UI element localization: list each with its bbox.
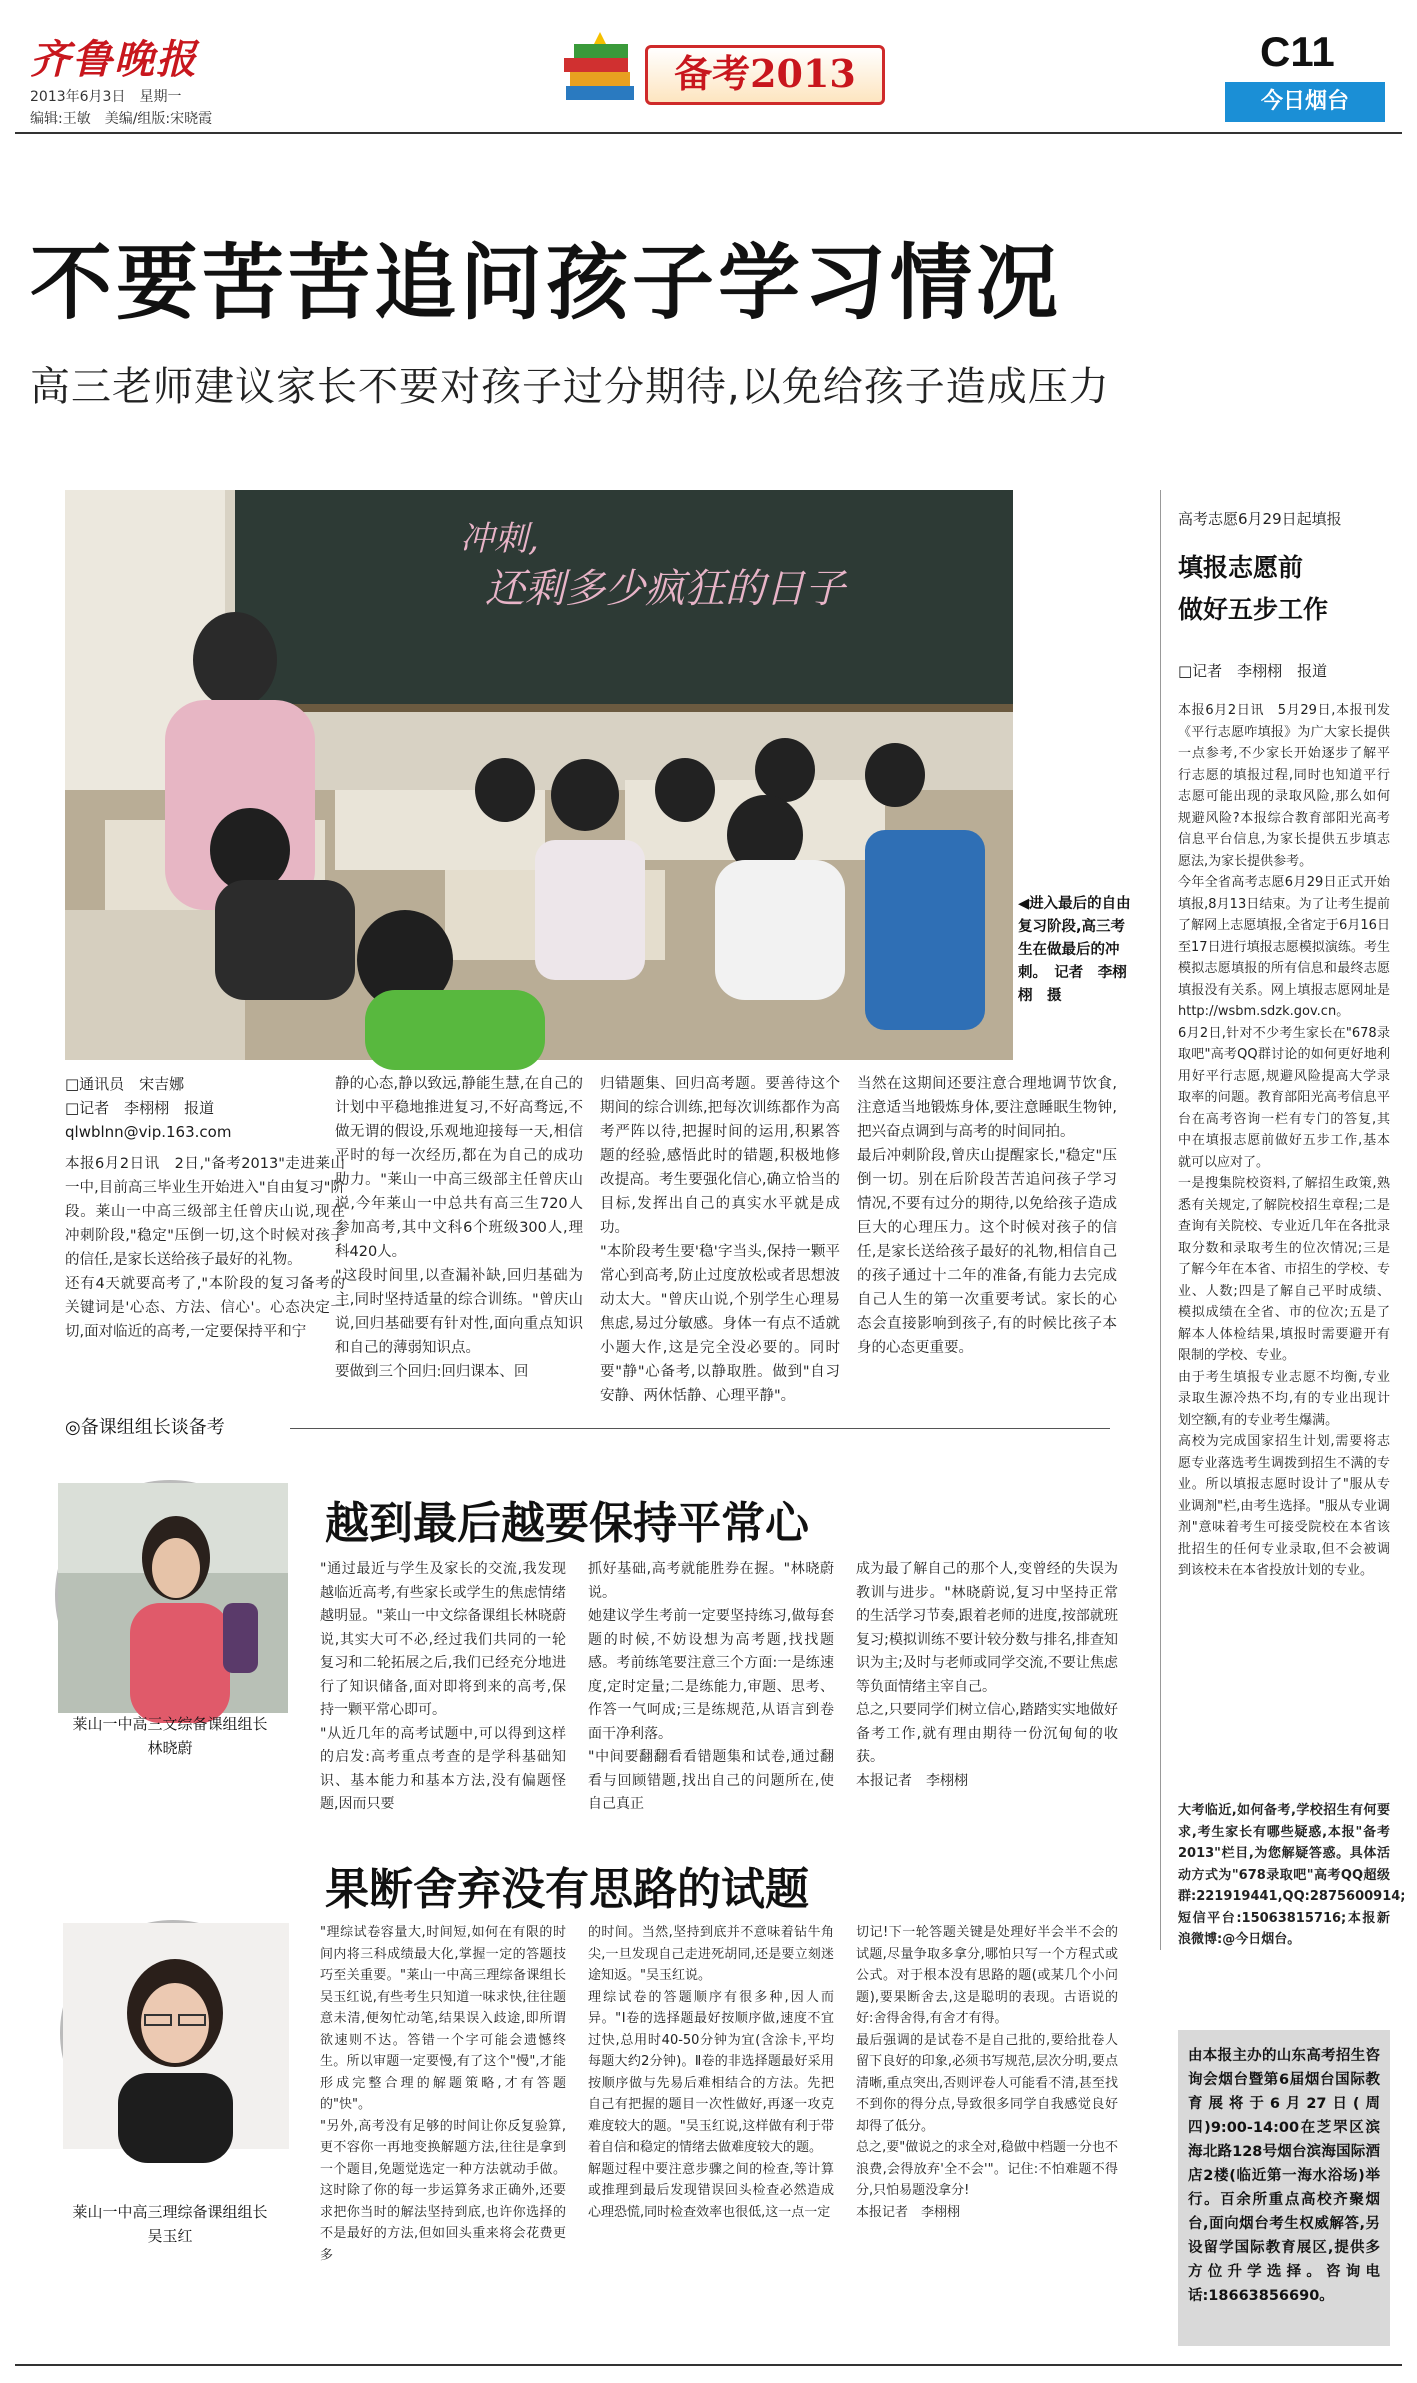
portrait-wu-image: [63, 1923, 289, 2149]
portrait-wu-title: 莱山一中高三理综备课组组长: [72, 2203, 268, 2221]
portrait-lin: [55, 1480, 285, 1710]
photo-caption: ◀进入最后的自由复习阶段,高三考生在做最后的冲刺。 记者 李栩栩 摄: [1018, 896, 1131, 1004]
story1-title: 越到最后越要保持平常心: [325, 1498, 809, 1549]
section-label: ◎备课组组长谈备考: [65, 1417, 225, 1438]
classroom-illustration: [65, 490, 1013, 1060]
section-divider: [290, 1428, 1110, 1429]
portrait-wu: [60, 1920, 286, 2146]
portrait-wu-caption: [45, 2200, 295, 2248]
story1-col3: 成为最了解自己的那个人,变曾经的失误为教训与进步。"林晓蔚说,复习中坚持正常的生活学习节奏,跟着老师的进度,按部就班复习;模拟训练不要计较分数与排名,排查知识为主;及时与老师或同学交流,不要让焦虑等负面情绪主宰自己。 总之,只要同学们树立信心,踏踏实实地做好备考工作,就有理由期待一份沉甸甸的收获。 本报记者 李栩栩: [856, 1561, 1118, 1789]
header-divider: [15, 132, 1402, 134]
portrait-lin-image: [58, 1483, 288, 1713]
reporter-email[interactable]: qlwblnn@vip.163.com: [65, 1123, 232, 1141]
portrait-lin-name: 林晓蔚: [147, 1739, 193, 1757]
event-info-box: 由本报主办的山东高考招生咨询会烟台暨第6届烟台国际教育展将于6月27日(周四)9:00-14:00在芝罘区滨海北路128号烟台滨海国际酒店2楼(临近第一海水浴场)举行。百余所重点高校齐聚烟台,面向烟台考生权威解答,另设留学国际教育展区,提供多方位升学选择。咨询电话:18663856690。: [1178, 2030, 1390, 2346]
blackboard-text-2: 还剩多少疯狂的日子: [485, 566, 845, 612]
portrait-lin-caption: [45, 1712, 295, 1760]
sidebar-divider: [1160, 490, 1161, 1950]
byline-reporter: □记者 李栩栩 报道: [65, 1099, 215, 1117]
story2-col2: 的时间。当然,坚持到底并不意味着钻牛角尖,一旦发现自己走进死胡同,还是要立刻迷途知返。"吴玉红说。 理综试卷的答题顺序有很多种,因人而异。"Ⅰ卷的选择题最好按顺序做,速度不宜过快,总用时40-50分钟为宜(含涂卡,平均每题大约2分钟)。Ⅱ卷的非选择题最好采用按顺序做与先易后难相结合的方法。先把自己有把握的题目一次性做好,再逐一攻克难度较大的题。"吴玉红说,这样做有利于带着自信和稳定的情绪去做难度较大的题。 解题过程中要注意步骤之间的检查,等计算或推理到最后发现错误回头检查必然造成心理恐慌,同时检查效率也很低,这一点一定: [588, 1925, 834, 2220]
sidebar-title-line2: 做好五步工作: [1178, 595, 1329, 624]
editor-credits: 编辑:王敏 美编/组版:宋晓霞: [30, 111, 213, 127]
main-article-col2: 静的心态,静以致远,静能生慧,在自己的计划中平稳地推进复习,不好高骛远,不做无谓的假设,乐观地迎接每一天,相信平时的每一次经历,都在为自己的成功助力。"莱山一中高三级部主任曾庆山说,今年莱山一中总共有高三生720人参加高考,其中文科6个班级300人,理科420人。 "这段时间里,以查漏补缺,回归基础为主,同时坚持适量的综合训练。"曾庆山说,回归基础要有针对性,面向重点知识和自己的薄弱知识点。 要做到三个回归:回归课本、回: [335, 1076, 583, 1380]
headline: 不要苦苦追问孩子学习情况: [30, 236, 1063, 331]
portrait-wu-name: 吴玉红: [147, 2227, 193, 2245]
blackboard-text-1: 冲刺,: [460, 519, 539, 559]
story2-col3: 切记!下一轮答题关键是处理好半会半不会的试题,尽量争取多拿分,哪怕只写一个方程式或公式。对于根本没有思路的题(或某几个小问题),要果断舍去,这是聪明的表现。古语说的好:舍得舍得,有舍才有得。 最后强调的是试卷不是自己批的,要给批卷人留下良好的印象,必须书写规范,层次分明,要点清晰,重点突出,否则评卷人可能看不清,甚至找不到你的得分点,导致很多同学自我感觉良好却得了低分。 总之,要"做说之的求全对,稳做中档题一分也不浪费,会得放弃'全不会'"。记住:不怕难题不得分,只怕易题没拿分! 本报记者 李栩栩: [856, 1925, 1118, 2220]
books-icon: [560, 30, 640, 110]
story1-col2: 抓好基础,高考就能胜券在握。"林晓蔚说。 她建议学生考前一定要坚持练习,做每套题的时候,不妨设想为高考题,找找题感。考前练笔要注意三个方面:一是练速度,定时定量;二是练能力,审题、思考、作答一气呵成;三是练规范,从语言到卷面干净利落。 "中间要翻翻看看错题集和试卷,通过翻看与回顾错题,找出自己的问题所在,使自己真正: [588, 1561, 834, 1812]
subheadline: 高三老师建议家长不要对孩子过分期待,以免给孩子造成压力: [30, 364, 1110, 410]
newspaper-logo: 齐鲁晚报: [30, 36, 198, 83]
page-number: C11: [1260, 28, 1335, 75]
column-banner: 备考2013: [645, 45, 885, 105]
classroom-photo: [65, 490, 1013, 1060]
byline-correspondent: □通讯员 宋吉娜: [65, 1075, 185, 1093]
sidebar-title-line1: 填报志愿前: [1178, 553, 1304, 582]
main-byline: [65, 1072, 231, 1144]
footer-divider: [15, 2364, 1402, 2366]
story1-col1: "通过最近与学生及家长的交流,我发现越临近高考,有些家长或学生的焦虑情绪越明显。"莱山一中文综备课组长林晓蔚说,其实大可不必,经过我们共同的一轮复习和二轮拓展之后,我们已经充分地进行了知识储备,面对即将到来的高考,保持一颗平常心即可。 "从近几年的高考试题中,可以得到这样的启发:高考重点考查的是学科基础知识、基本能力和基本方法,没有偏题怪题,因而只要: [320, 1561, 566, 1812]
story2-col1: "理综试卷容量大,时间短,如何在有限的时间内将三科成绩最大化,掌握一定的答题技巧至关重要。"莱山一中高三理综备课组长吴玉红说,有些考生只知道一味求快,往往题意未清,便匆忙动笔,结果误入歧途,即所谓欲速则不达。答错一个字可能会遗憾终生。所以审题一定要慢,有了这个"慢",才能形成完整合理的解题策略,才有答题的"快"。 "另外,高考没有足够的时间让你反复验算,更不容你一再地变换解题方法,往往是拿到一个题目,免题觉选定一种方法就动手做。这时除了你的每一步运算务求正确外,还要求把你当时的解法坚持到底,也许你选择的不是最好的方法,但如回头重来将会花费更多: [320, 1925, 566, 2263]
sidebar-kicker: 高考志愿6月29日起填报: [1178, 510, 1342, 528]
sidebar-body: 本报6月2日讯 5月29日,本报刊发《平行志愿咋填报》为广大家长提供一点参考,不少家长开始逐步了解平行志愿的填报过程,同时也知道平行志愿可能出现的录取风险,那么如何规避风险?本报综合教育部阳光高考信息平台信息,为家长提供五步填志愿法,为家长提供参考。 今年全省高考志愿6月29日正式开始填报,8月13日结束。为了让考生提前了解网上志愿填报,全省定于6月16日至17日进行填报志愿模拟演练。考生模拟志愿填报的所有信息和最终志愿填报没有关系。网上填报志愿网址是http://wsbm.sdzk.gov.cn。 6月2日,针对不少考生家长在"678录取吧"高考QQ群讨论的如何更好地利用好平行志愿,规避风险提高大学录取率的问题。教育部阳光高考信息平台在高考咨询一栏有专门的答复,其中在填报志愿前做好五步工作,基本就可以应对了。 一是搜集院校资料,了解招生政策,熟悉有关规定,了解院校招生章程;二是查询有关院校、专业近几年在各批录取分数和录取考生的位次情况;三是了解今年在本省、市招生的学校、专业、人数;四是了解自己平时成绩、模拟成绩在全省、市的位次;五是了解本人体检结果,填报时需要避开有限制的学校、专业。 由于考生填报专业志愿不均衡,专业录取生源冷热不均,有的专业出现计划空额,有的专业考生爆满。 高校为完成国家招生计划,需要将志愿专业落选考生调拨到招生不满的专业。所以填报志愿时设计了"服从专业调剂"栏,由考生选择。"服从专业调剂"意味着考生可接受院校在本省该批招生的任何专业录取,但不会被调到该校未在本省投放计划的专业。: [1178, 703, 1390, 1578]
main-article-col4: 当然在这期间还要注意合理地调节饮食,注意适当地锻炼身体,要注意睡眠生物钟,把兴奋点调到与高考的时间同拍。 最后冲刺阶段,曾庆山提醒家长,"稳定"压倒一切。别在后阶段苦苦追问孩子学习情况,不要有过分的期待,以免给孩子造成巨大的心理压力。这个时候对孩子的信任,是家长送给孩子最好的礼物,相信自己的孩子通过十二年的准备,有能力去完成自己人生的第一次重要考试。家长的心态会直接影响到孩子,有的时候比孩子本身的心态更重要。: [857, 1076, 1117, 1356]
main-article-col3: 归错题集、回归高考题。要善待这个期间的综合训练,把每次训练都作为高考严阵以待,把握时间的运用,积累答题的经验,感悟此时的错题,积极地修改提高。考生要强化信心,确立恰当的目标,发挥出自己的真实水平就是成功。 "本阶段考生要'稳'字当头,保持一颗平常心到高考,防止过度放松或者思想波动太大。"曾庆山说,个别学生心理易焦虑,易过分敏感。身体一有点不适就小题大作,这是完全没必要的。同时要"静"心备考,以静取胜。做到"自习安静、两休恬静、心理平静"。: [600, 1076, 840, 1404]
page-section-tag: 今日烟台: [1225, 82, 1385, 122]
story2-title: 果断舍弃没有思路的试题: [325, 1864, 809, 1915]
sidebar-promo: 大考临近,如何备考,学校招生有何要求,考生家长有哪些疑惑,本报"备考2013"栏目,为您解疑答惑。具体活动方式为"678录取吧"高考QQ超级群:221919441,QQ:2875600914;短信平台:15063815716;本报新浪微博:@今日烟台。: [1178, 1803, 1406, 1947]
issue-date: 2013年6月3日 星期一: [30, 89, 182, 105]
main-article-col1: 本报6月2日讯 2日,"备考2013"走进莱山一中,目前高三毕业生开始进入"自由复习"阶段。莱山一中高三级部主任曾庆山说,现在冲刺阶段,"稳定"压倒一切,这个时候对孩子的信任,是家长送给孩子最好的礼物。 还有4天就要高考了,"本阶段的复习备考的关键词是'心态、方法、信心'。心态决定一切,面对临近的高考,一定要保持平和宁: [65, 1156, 345, 1340]
sidebar-byline: □记者 李栩栩 报道: [1178, 662, 1328, 680]
portrait-lin-title: 莱山一中高三文综备课组组长: [72, 1715, 268, 1733]
